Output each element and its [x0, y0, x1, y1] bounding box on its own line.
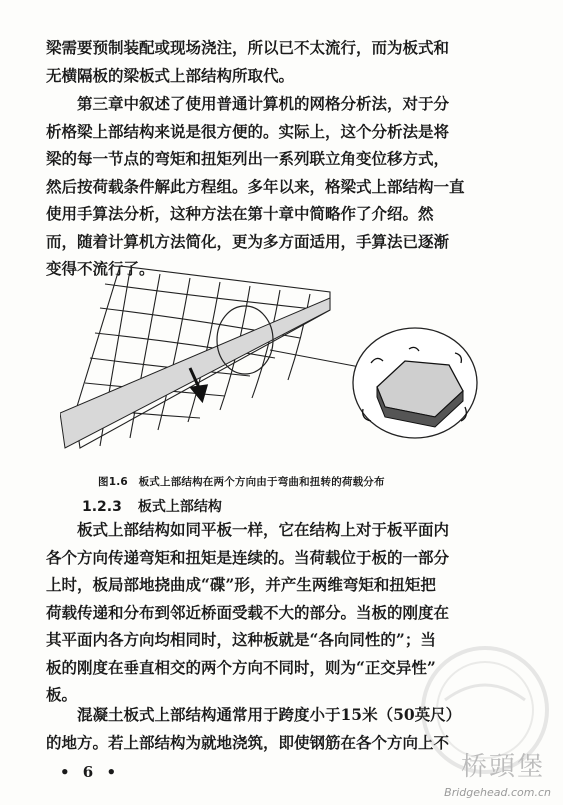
text-line: 梁的每一节点的弯矩和扭矩列出一系列联立角变位移方式，	[46, 149, 450, 168]
text-line: 无横隔板的梁板式上部结构所取代。	[46, 65, 295, 85]
section-number: 1.2.3	[82, 499, 122, 515]
text-line: 板。	[46, 685, 78, 704]
text-line: 其平面内各方向均相同时，这种板就是“各向同性的”；当	[46, 630, 436, 649]
slab-element-detail	[353, 328, 477, 438]
figure-caption: 图1.6 板式上部结构在两个方向由于弯曲和扭转的荷载分布	[98, 476, 385, 488]
text-line: 第三章中叙述了使用普通计算机的网格分析法，对于分	[46, 94, 450, 113]
watermark-url: Bridgehead.com.cn	[444, 786, 551, 799]
slab-deflection-figure	[60, 258, 520, 473]
text-line: 梁需要预制装配或现场浇注，所以已不太流行，而为板式和	[46, 38, 450, 57]
text-line: 混凝土板式上部结构通常用于跨度小于15米（50英尺）	[46, 705, 462, 724]
watermark-brand: 桥頭堡	[460, 752, 545, 782]
text-line: 荷载传递和分布到邻近桥面受载不大的部分。当板的刚度在	[46, 602, 450, 622]
text-line: 板式上部结构如同平板一样，它在结构上对于板平面内	[46, 520, 450, 539]
text-line: 变得不流行了。	[46, 259, 155, 278]
paragraph-1	[46, 34, 514, 89]
text-line: 的地方。若上部结构为就地浇筑，即使钢筋在各个方向上不	[46, 732, 450, 752]
text-line: 而，随着计算机方法简化，更为多方面适用，手算法已逐渐	[46, 231, 450, 251]
text-line: 板的刚度在垂直相交的两个方向不同时，则为“正交异性”	[46, 657, 436, 677]
text-line: 析格梁上部结构来说是很方便的。实际上，这个分析法是将	[46, 121, 450, 141]
section-heading	[82, 496, 238, 516]
text-line: 使用手算法分析，这种方法在第十章中简略作了介绍。然	[46, 204, 434, 223]
paragraph-2	[46, 90, 514, 283]
text-line: 上时，板局部地挠曲成“碟”形，并产生两维弯矩和扭矩把	[46, 575, 436, 594]
section-title: 板式上部结构	[137, 499, 222, 515]
text-line: 各个方向传递弯矩和扭矩是连续的。当荷载位于板的一部分	[46, 547, 450, 567]
page-number: • 6 •	[60, 763, 121, 781]
text-line: 然后按荷载条件解此方程组。多年以来，格梁式上部结构一直	[46, 176, 465, 196]
leader-line	[270, 350, 365, 368]
